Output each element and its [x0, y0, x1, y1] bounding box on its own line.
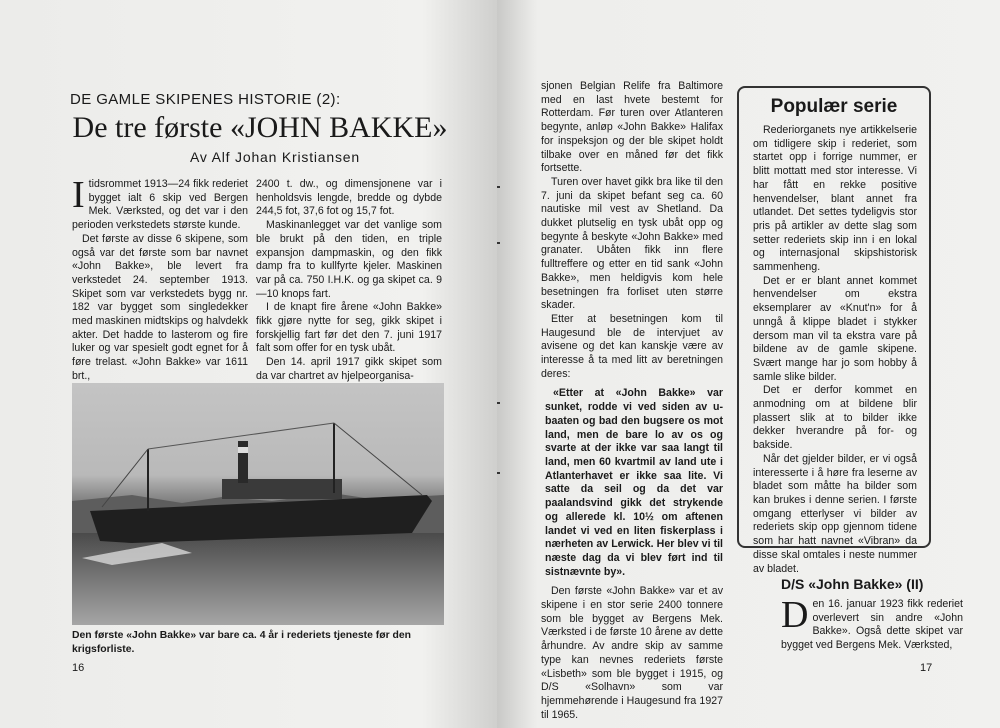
fold-mark — [497, 472, 500, 474]
paragraph: Turen over havet gikk bra like til den 7. juni da skipet befant seg ca. 60 nautiske mil vest av Shetland. Da dukket plutselig en tysk ubåt opp og begynte å beskyte «John Bakke» med granater. Ubåten fikk inn flere fulltreffere og etter en tid sank «John Bakke», men heldigvis kom hele besetningen fra forliset uten større skader. — [541, 175, 723, 312]
series-heading: DE GAMLE SKIPENES HISTORIE (2): — [70, 91, 341, 108]
left-column-2 — [256, 178, 442, 384]
paragraph-text: tidsrommet 1913—24 fikk rederiet bygget ialt 6 skip ved Bergen Mek. Værksted, og det var i den perioden verkstedets største kunde. — [72, 178, 248, 232]
section-body — [781, 594, 963, 653]
page-number: 16 — [72, 662, 85, 674]
paragraph: Den første «John Bakke» var et av skipene i en stor serie 2400 tonnere som ble bygget av Bergens Mek. Værksted i de første 10 årene av dette århundre. Av andre skip av samme type kan nevnes rederiets første «Lisbeth» som ble bygget i 1915, og D/S «Solhavn» som var hjemmehørende i Haugesund fra 1927 til 1965. — [541, 585, 723, 721]
paragraph-text: en 16. januar 1923 fikk rederiet overlevert sin andre «John Bakke». Også dette skipet var bygget ved Bergens Mek. Værksted, — [781, 598, 963, 652]
steamship-illustration — [72, 383, 444, 625]
fold-mark — [497, 402, 500, 404]
paragraph: Rederiorganets nye artikkelserie om tidligere skip i rederiet, som startet opp i forrige nummer, er blitt mottatt med stor interesse. Vi har fått en rekke positive henvendelser, blant annet fra utlandet. Det settes tydeligvis stor pris på artikler av dette slag som setter rederiets skip inn i en lokal og internasjonal skipshistorisk sammenheng. — [753, 124, 917, 274]
paragraph: Det første av disse 6 skipene, som også var det første som bar navnet «John Bakke», ble levert fra verkstedet 24. september 1913. Skipet som var verkstedets bygg nr. 182 var bygget som singledekker med maskinen midtskips og halvdekk akter. Det hadde to lasterom og fire luker og var spesielt godt egnet for å føre trelast. «John Bakke» var 1611 brt., — [72, 232, 248, 382]
popular-series-box — [737, 86, 931, 575]
paragraph: Maskinanlegget var det vanlige som ble brukt på den tiden, en triple expansjon dampmaskin, og den fikk damp fra to kullfyrte kjeler. Maskinen var på ca. 750 I.H.K. og ga skipet ca. 9—10 knops fart. — [256, 219, 442, 300]
ship-photo — [72, 383, 444, 625]
intro-paragraph — [72, 174, 248, 233]
fold-mark — [497, 186, 500, 188]
left-page — [0, 0, 497, 728]
box-title: Populær serie — [770, 96, 898, 117]
paragraph: Etter at besetningen kom til Haugesund ble de intervjuet av avisene og det kan kanskje være av interesse å ta med litt av beretningen deres: — [541, 312, 723, 380]
article-title: De tre første «JOHN BAKKE» — [72, 111, 448, 144]
page-number: 17 — [920, 662, 933, 674]
left-column-1 — [72, 174, 248, 384]
paragraph: Det er er blant annet kommet henvendelser om ekstra eksemplarer av «Knut'n» for å unngå å klippe bladet i stykker dersom man vil ta ekstra vare på bildene av de gamle skipene. Svært mange har jo som hobby å samle slike bilder. — [753, 274, 917, 383]
interview-quote: «Etter at «John Bakke» var sunket, rodde vi ved siden av u-baaten og bad den bugsere os mot land, men de bare lo av os og svarte at der ikke var saa langt til land, men 60 kvartmil av land ute i Atlanterhavet er ikke saa lite. Vi satte da seil og da det var paalandsvind gikk det strykende og allerede kl. 10½ om aftenen landet vi ved en liten fiskerplass i nærheten av Lerwick. Her blev vi til næste dag da vi blev ført ind til sistnævnte by». — [545, 387, 723, 578]
photo-caption: Den første «John Bakke» var bare ca. 4 år i rederiets tjeneste før den krigsforliste. — [72, 630, 411, 655]
paragraph — [781, 594, 963, 653]
section-heading: D/S «John Bakke» (II) — [781, 576, 924, 592]
drop-cap: D — [781, 594, 809, 636]
right-page — [497, 0, 1000, 728]
paragraph: sjonen Belgian Relife fra Baltimore med en last hvete bestemt for Rotterdam. Før turen over Atlanteren begynte, anløp «John Bakke» Halifax for inspeksjon og der ble skipet holdt tilbake over en måned før det fikk fortsette. — [541, 80, 723, 175]
paragraph: Når det gjelder bilder, er vi også interesserte i å høre fra leserne av bladet som måtte ha bilder som kan brukes i denne serien. I første omgang etterlyser vi bilder av rederiets skip opp gjennom tidene som har hatt navnet «Vibran» da disse skal omtales i neste nummer av bladet. — [753, 452, 917, 575]
paragraph: I de knapt fire årene «John Bakke» fikk gjøre nytte for seg, gikk skipet i forskjellig fart før det den 7. juni 1917 falt som offer for en tysk ubåt. — [256, 301, 442, 355]
box-body — [753, 124, 917, 576]
right-column-1 — [541, 80, 723, 722]
fold-mark — [497, 242, 500, 244]
paragraph: 2400 t. dw., og dimensjonene var i henholdsvis lengde, bredde og dybde 244,5 fot, 37,6 fot og 15,7 fot. — [256, 178, 442, 218]
byline: Av Alf Johan Kristiansen — [190, 149, 360, 165]
paragraph: Den 14. april 1917 gikk skipet som da var chartret av hjelpeorganisa- — [256, 356, 442, 382]
drop-cap: I — [72, 174, 85, 216]
paragraph: Det er derfor kommet en anmodning om at bildene blir plassert slik at to bilder ikke dekker hverandre på for- og bakside. — [753, 384, 917, 452]
